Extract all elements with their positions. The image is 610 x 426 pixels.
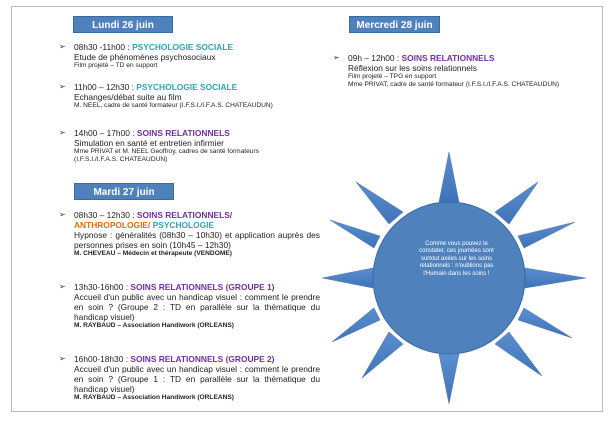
sun-ray-top <box>439 152 459 202</box>
session-speaker: M. RAYBAUD – Association Handiwork (ORLEANS) <box>74 394 234 401</box>
session-time: 16h00-18h30 : <box>74 354 129 364</box>
day-header-monday: Lundi 26 juin <box>73 16 173 33</box>
session-time: 09h – 12h00 : <box>348 53 400 63</box>
session-title: PSYCHOLOGIE SOCIALE <box>132 42 234 52</box>
arrow-bullet-icon: ➢ <box>59 82 66 91</box>
session-time: 08h30 -11h00 : <box>74 42 130 52</box>
session-tuesday-1 <box>59 210 320 258</box>
session-title: SOINS RELATIONNELS (GROUPE 2) <box>130 354 275 364</box>
session-title: SOINS RELATIONNELS <box>401 53 495 63</box>
session-tuesday-3 <box>59 354 320 402</box>
sun-ray-top-left <box>356 182 403 224</box>
session-monday-1 <box>59 42 324 70</box>
session-time: 11h00 – 12h30 : <box>74 82 134 92</box>
sun-message: Comme vous pouvez le constater, ces journées sont surtout axées sur les soins relationnels : n'oublions pas l'Humain dans les soins ! <box>419 241 494 277</box>
session-time: 08h30 – 12h30 : <box>74 210 135 220</box>
session-tuesday-2 <box>59 282 320 330</box>
session-time: 14h00 – 17h00 : <box>74 128 135 138</box>
session-description: Echanges/débat suite au film <box>74 92 182 102</box>
arrow-bullet-icon: ➢ <box>59 210 66 219</box>
session-description: Réflexion sur les soins relationnels <box>348 63 477 73</box>
sun-ray-top-right <box>495 182 538 224</box>
arrow-bullet-icon: ➢ <box>333 53 340 62</box>
sun-ray-right <box>525 268 586 288</box>
sun-ray-upper-right <box>518 222 575 248</box>
session-title: PSYCHOLOGIE SOCIALE <box>136 82 238 92</box>
sun-ray-bottom-left <box>362 332 403 378</box>
session-description: Accueil d'un public avec un handicap visuel : comment le prendre en soin ? (Groupe 2 : TD en parallèle sur la thématique du handicap visuel) <box>74 292 320 322</box>
sun-ray-upper-left <box>330 220 380 248</box>
session-monday-2 <box>59 82 324 110</box>
session-speaker: Mme PRIVAT, cadre de santé formateur (I.F.S.I./I.F.A.S. CHATEAUDUN) <box>348 80 560 88</box>
session-description: Accueil d'un public avec un handicap visuel : comment le prendre en soin ? (Groupe 1 : TD en parallèle sur la thématique du handicap visuel) <box>74 364 320 394</box>
session-title-anthropology: ANTHROPOLOGIE/ <box>74 220 151 230</box>
session-note: Film projeté – TPG en support <box>348 73 437 80</box>
day-header-wednesday: Mercredi 28 juin <box>349 16 440 33</box>
session-speaker: M. RAYBAUD – Association Handiwork (ORLEANS) <box>74 322 234 329</box>
session-description: Hypnose : généralités (08h30 – 10h30) et application auprès des personnes prises en soin (10h45 – 12h30) <box>74 230 320 250</box>
sun-ray-left <box>322 268 373 288</box>
session-speaker: Mme PRIVAT et M. NEEL Geoffroy, cadres de santé formateurs (I.F.S.I./I.F.A.S. CHATEAUDUN) <box>74 148 259 163</box>
sun-ray-bottom <box>439 354 459 404</box>
sun-ray-bottom-right <box>495 332 542 376</box>
session-time: 13h30-16h00 : <box>74 282 129 292</box>
arrow-bullet-icon: ➢ <box>59 354 66 363</box>
sun-ray-lower-left <box>332 308 380 342</box>
day-header-tuesday: Mardi 27 juin <box>74 183 174 200</box>
arrow-bullet-icon: ➢ <box>59 128 66 137</box>
session-description: Etude de phénomènes psychosociaux <box>74 52 216 62</box>
session-title: SOINS RELATIONNELS (GROUPE 1) <box>130 282 275 292</box>
session-monday-3 <box>59 128 324 163</box>
session-title: SOINS RELATIONNELS <box>136 128 230 138</box>
session-title-psychology: PSYCHOLOGIE <box>152 220 215 230</box>
sun-ray-lower-right <box>518 308 572 338</box>
session-note: Film projeté – TD en support <box>74 62 158 69</box>
session-wednesday-1 <box>333 53 598 88</box>
arrow-bullet-icon: ➢ <box>59 42 66 51</box>
session-speaker: M. NEEL, cadre de santé formateur (I.F.S.I./I.F.A.S. CHATEAUDUN) <box>74 102 273 109</box>
session-description: Simulation en santé et entretien infirmier <box>74 138 224 148</box>
session-speaker: M. CHEVEAU – Médecin et thérapeute (VENDOME) <box>74 250 232 257</box>
session-title: SOINS RELATIONNELS/ <box>136 210 233 220</box>
arrow-bullet-icon: ➢ <box>59 282 66 291</box>
